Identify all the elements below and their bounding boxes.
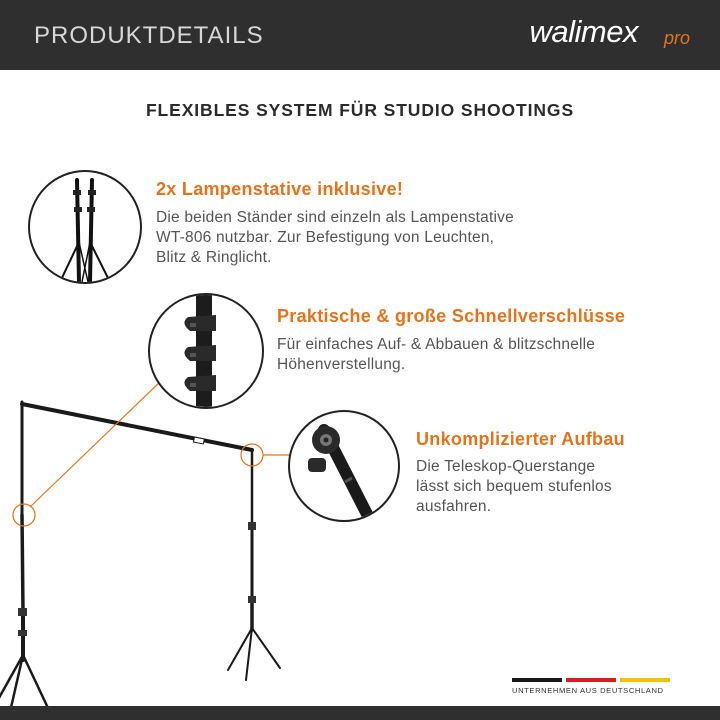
feature-1-line-3: Blitz & Ringlicht. [156,249,272,266]
footer-bar [0,706,720,720]
detail-quick-locks-image [148,293,264,409]
feature-3-line-1: Die Teleskop-Querstange [416,458,596,475]
logo-suffix: pro [663,28,690,48]
page-subtitle: FLEXIBLES SYSTEM FÜR STUDIO SHOOTINGS [145,100,575,120]
flag-stripe-gold [620,678,670,682]
feature-3-description [416,457,612,517]
detail-crossbar-joint-image [288,410,400,522]
feature-3-title: Unkomplizierter Aufbau [416,429,625,449]
feature-3-line-3: ausfahren. [416,498,492,515]
flag-stripe-black [512,678,562,682]
feature-1-description [156,208,514,268]
feature-3-line-2: lässt sich bequem stufenlos [416,478,612,495]
logo-text: walimex [529,14,638,49]
header-title: PRODUKTDETAILS [34,22,264,49]
feature-1-title: 2x Lampenstative inklusive! [156,179,404,199]
flag-stripe-red [566,678,616,682]
detail-light-stands-image [28,170,142,284]
feature-1-line-1: Die beiden Ständer sind einzeln als Lampenstative [156,209,514,226]
feature-2-description [277,335,595,375]
feature-1-line-2: WT-806 nutzbar. Zur Befestigung von Leuchten, [156,229,495,246]
made-in-germany-label: UNTERNEHMEN AUS DEUTSCHLAND [512,686,664,695]
feature-2-line-2: Höhenverstellung. [277,356,406,373]
feature-2-line-1: Für einfaches Auf- & Abbauen & blitzschnelle [277,336,596,353]
feature-2-title: Praktische & große Schnellverschlüsse [277,306,626,326]
